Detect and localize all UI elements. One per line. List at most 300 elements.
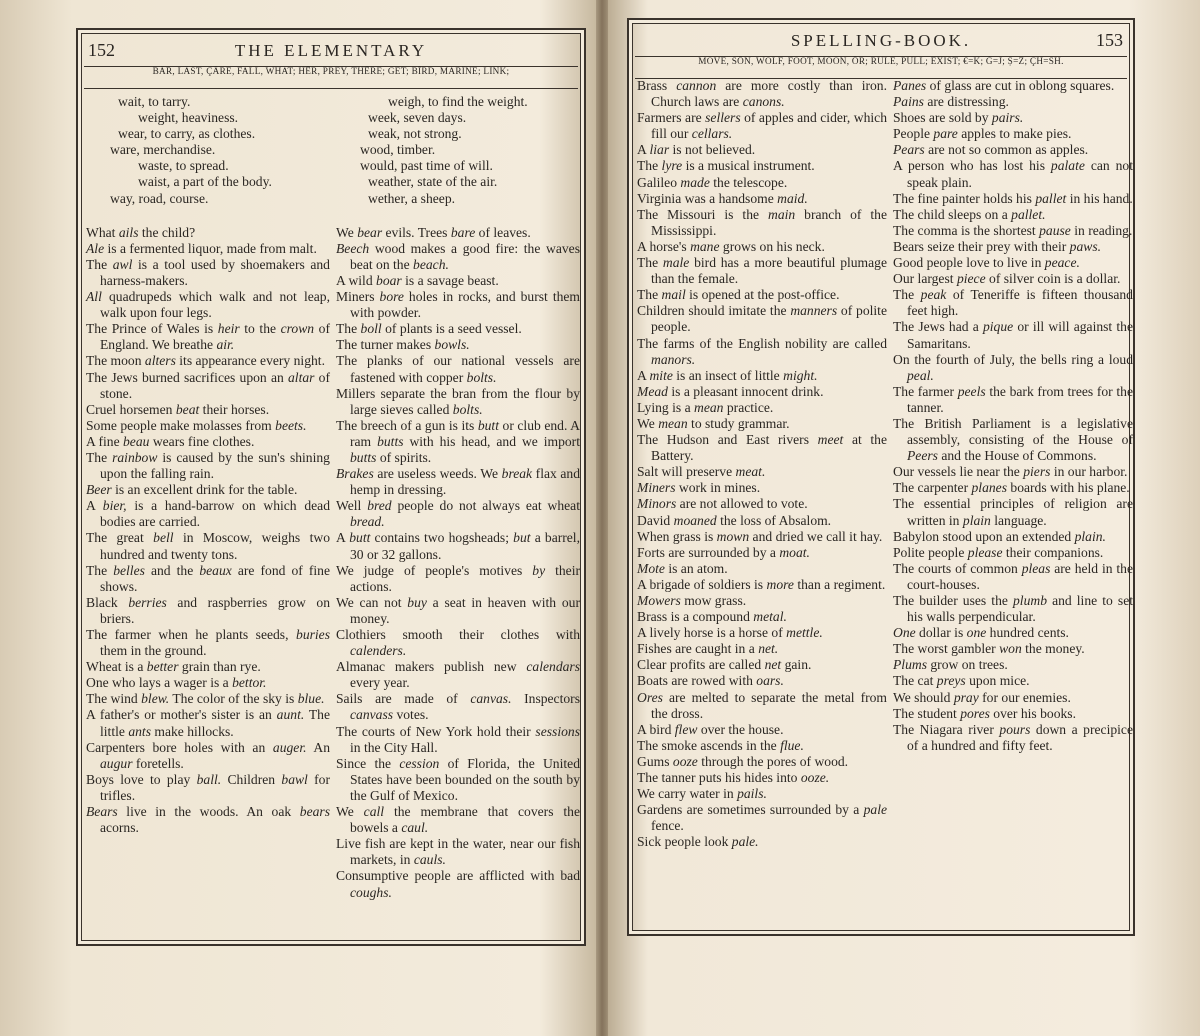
sentence-text: Well xyxy=(336,498,368,514)
sentence-text: Brass is a compound xyxy=(637,609,754,625)
homonym-word: beaux xyxy=(199,562,232,578)
homonym-word: more xyxy=(766,576,794,592)
example-sentence xyxy=(637,336,887,368)
sentence-text: Our largest xyxy=(893,271,957,287)
sentence-text: language. xyxy=(990,512,1047,528)
example-sentence xyxy=(637,593,887,609)
sentence-text: Babylon stood upon an extended xyxy=(893,528,1075,544)
homonym-word: please xyxy=(967,544,1003,560)
sentence-text: A xyxy=(637,142,650,158)
sentence-text: The Prince of Wales is xyxy=(86,321,218,337)
homonym-word: liar xyxy=(649,142,670,158)
example-sentence xyxy=(637,78,887,110)
example-sentence xyxy=(637,158,887,174)
example-sentence xyxy=(637,545,887,561)
homonym-word: cauls. xyxy=(413,852,446,868)
homonym-word: Bears xyxy=(86,804,118,820)
homonym-word: berries xyxy=(128,594,167,610)
example-sentence xyxy=(86,595,330,627)
sentence-text: over his books. xyxy=(989,705,1076,721)
sentence-text: The xyxy=(86,562,114,578)
sentence-text: Forts are surrounded by a xyxy=(637,544,780,560)
sentence-text: are useless weeds. We xyxy=(373,466,502,482)
sentence-text: is caused by the sun's shining upon the falling rain. xyxy=(100,449,330,482)
homonym-word: meet xyxy=(817,432,844,448)
left-page xyxy=(76,28,586,946)
example-sentence xyxy=(637,657,887,673)
sentence-text: The courts of common xyxy=(893,560,1022,576)
sentence-text: in our harbor. xyxy=(1050,464,1128,480)
homonym-word: bears xyxy=(299,804,330,820)
sentence-text: The turner makes xyxy=(336,337,435,353)
example-sentence xyxy=(336,756,580,804)
homonym-word: won xyxy=(999,641,1022,657)
sentence-text: of Florida, the United States have been bounded on the south by the Gulf of Mexico. xyxy=(350,755,580,803)
sentence-text: Carpenters bore holes with an xyxy=(86,739,273,755)
sentence-text: Millers separate the bran from the flour by large sieves called xyxy=(336,385,580,417)
sentence-text: Cruel horsemen xyxy=(86,401,176,417)
sentence-text: Inspectors xyxy=(511,691,580,707)
homonym-word: moaned xyxy=(673,512,717,528)
example-sentence xyxy=(893,545,1133,561)
homonym-word: pairs. xyxy=(991,110,1024,126)
example-sentence xyxy=(86,627,330,659)
homonym-word: plain. xyxy=(1074,528,1106,544)
example-sentence xyxy=(893,529,1133,545)
sentence-text: The essential principles of religion are written in xyxy=(893,496,1133,528)
sentence-text: We should xyxy=(893,689,954,705)
example-sentence xyxy=(86,289,330,321)
word-definition: weak, not strong. xyxy=(368,126,462,142)
book-gutter xyxy=(596,0,608,1036)
homonym-word: male xyxy=(662,255,690,271)
homonym-word: mail xyxy=(661,287,686,303)
example-sentence xyxy=(86,450,330,482)
homonym-word: butt xyxy=(477,417,499,433)
sentence-text: The student xyxy=(893,705,961,721)
homonym-word: blue. xyxy=(297,691,325,707)
sentence-text: and the xyxy=(144,562,200,578)
sentence-text: The smoke ascends in the xyxy=(637,737,781,753)
sentence-text: An xyxy=(306,739,330,755)
sentence-text: Sick people look xyxy=(637,834,732,850)
example-sentence xyxy=(893,255,1133,271)
sentence-text: We carry water in xyxy=(637,786,738,802)
example-sentence xyxy=(637,690,887,722)
example-sentence xyxy=(637,207,887,239)
example-sentence xyxy=(637,577,887,593)
sentence-text: them in the ground. xyxy=(100,643,207,659)
homonym-word: pause xyxy=(1039,222,1071,238)
sentence-text: evils. Trees xyxy=(382,224,451,240)
homonym-word: net xyxy=(764,657,782,673)
example-sentence xyxy=(86,353,330,369)
sentence-text: We xyxy=(336,224,358,240)
example-sentence xyxy=(637,673,887,689)
page-header xyxy=(86,36,576,66)
example-sentence xyxy=(637,255,887,287)
sentence-text: People xyxy=(893,126,934,142)
homonym-word: Beer xyxy=(86,482,112,498)
sentence-text: is not believed. xyxy=(669,142,756,158)
sentence-text: apples to make pies. xyxy=(957,126,1072,142)
sentence-text: of apples and cider, which fill our xyxy=(651,110,887,142)
sentence-text: fence. xyxy=(651,818,684,834)
homonym-word: blew. xyxy=(141,691,170,707)
sentence-text: through the pores of wood. xyxy=(697,753,849,769)
sentence-list xyxy=(336,225,580,901)
homonym-word: bare xyxy=(450,224,476,240)
sentence-text: the loss of Absalom. xyxy=(716,512,832,528)
sentence-text: people do not always eat wheat xyxy=(391,498,580,514)
sentence-text: The wind xyxy=(86,691,142,707)
example-sentence xyxy=(637,368,887,384)
homonym-word: mown xyxy=(716,528,750,544)
sentence-text: to the xyxy=(239,321,281,337)
homonym-word: pallet. xyxy=(1011,206,1046,222)
sentence-text: Brass xyxy=(637,78,677,93)
sentence-text: The xyxy=(893,287,921,303)
page-number: 152 xyxy=(88,40,115,60)
sentence-text: The Niagara river xyxy=(893,721,1000,737)
sentence-text: A father's or mother's sister is an xyxy=(86,707,277,723)
sentence-text: David xyxy=(637,512,674,528)
homonym-word: break xyxy=(501,466,533,482)
example-sentence xyxy=(893,287,1133,319)
homonym-word: might. xyxy=(783,367,818,383)
sentence-text: are not allowed to vote. xyxy=(676,496,808,512)
homonym-word: net. xyxy=(758,641,779,657)
example-sentence xyxy=(637,416,887,432)
sentence-text: live in the woods. An oak xyxy=(117,804,300,820)
sentence-text: the child? xyxy=(138,224,196,240)
sentence-text: are melted to separate the metal from the dross. xyxy=(651,689,887,721)
example-sentence xyxy=(336,466,580,498)
sentence-text: Sails are made of xyxy=(336,691,471,707)
homonym-word: lyre xyxy=(661,158,683,174)
example-sentence xyxy=(86,482,330,498)
sentence-text: is a hand-barrow on which dead bodies are carried. xyxy=(100,498,330,530)
homonym-word: altar xyxy=(288,369,315,385)
example-sentence xyxy=(336,627,580,659)
sentence-text: practice. xyxy=(723,399,774,415)
sentence-text: Virginia was a handsome xyxy=(637,190,778,206)
homonym-word: bowls. xyxy=(434,337,470,353)
sentence-text: work in mines. xyxy=(675,480,761,496)
sentence-text: are distressing. xyxy=(923,94,1009,110)
homonym-word: bawl xyxy=(281,771,308,787)
sentence-text: are fond of fine shows. xyxy=(100,562,330,594)
homonym-word: meat. xyxy=(735,464,766,480)
example-sentence xyxy=(637,175,887,191)
homonym-word: pare xyxy=(933,126,958,142)
homonym-word: Ores xyxy=(637,689,663,705)
example-sentence xyxy=(893,110,1133,126)
example-sentence xyxy=(893,641,1133,657)
homonym-word: oars. xyxy=(756,673,784,689)
example-sentence xyxy=(893,384,1133,416)
sentence-text: The xyxy=(637,158,662,174)
example-sentence xyxy=(336,273,580,289)
example-sentence xyxy=(637,496,887,512)
example-sentence xyxy=(637,770,887,786)
sentence-text: bird has a more beautiful plumage than the female. xyxy=(651,255,887,287)
sentence-text: hundred cents. xyxy=(986,625,1069,641)
homonym-word: auger. xyxy=(272,739,307,755)
homonym-word: bear xyxy=(357,224,383,240)
word-definition: wear, to carry, as clothes. xyxy=(118,126,256,142)
example-sentence xyxy=(893,319,1133,351)
example-sentence xyxy=(86,321,330,353)
sentence-text: Gums xyxy=(637,753,673,769)
sentence-text: A lively horse is a horse of xyxy=(637,625,787,641)
homonym-word: planes xyxy=(971,480,1007,496)
sentence-text: The carpenter xyxy=(893,480,972,496)
example-sentence xyxy=(893,706,1133,722)
running-title: SPELLING-BOOK. xyxy=(790,31,972,50)
word-list xyxy=(336,94,580,207)
example-sentence xyxy=(336,724,580,756)
example-sentence xyxy=(336,868,580,900)
sentence-text: can not speak plain. xyxy=(907,158,1133,190)
homonym-word: plain xyxy=(962,512,991,528)
homonym-word: flew xyxy=(674,721,698,737)
homonym-word: bred xyxy=(367,498,392,514)
homonym-word: mean xyxy=(694,399,724,415)
example-sentence xyxy=(86,563,330,595)
sentence-text: down a precipice of a hundred and fifty feet. xyxy=(907,721,1133,753)
sentence-text: of spirits. xyxy=(376,449,432,465)
example-sentence xyxy=(86,257,330,289)
example-sentence xyxy=(336,353,580,385)
word-definition: wood, timber. xyxy=(360,142,436,158)
sentence-text: foretells. xyxy=(132,755,184,771)
homonym-word: pale xyxy=(863,802,887,818)
example-sentence xyxy=(336,691,580,723)
homonym-word: One xyxy=(893,625,916,641)
sentence-text: Clear profits are called xyxy=(637,657,765,673)
example-sentence xyxy=(637,513,887,529)
sentence-text: dollar is xyxy=(915,625,967,641)
homonym-word: butts xyxy=(350,449,377,465)
sentence-text: flax and hemp in dressing. xyxy=(350,466,581,498)
sentence-text: in reading. xyxy=(1070,222,1133,238)
example-sentence xyxy=(637,625,887,641)
sentence-text: The cat xyxy=(893,673,937,689)
homonym-word: canvass xyxy=(350,707,394,723)
example-sentence xyxy=(336,321,580,337)
example-sentence xyxy=(893,191,1133,207)
homonym-word: moat. xyxy=(779,544,810,560)
homonym-word: belles xyxy=(113,562,145,578)
sentence-text: The xyxy=(336,321,361,337)
homonym-word: Mote xyxy=(637,560,665,576)
homonym-word: Pears xyxy=(893,142,925,158)
example-sentence xyxy=(86,804,330,836)
sentence-text: Children should imitate the xyxy=(637,303,791,319)
sentence-text: Black xyxy=(86,594,129,610)
example-sentence xyxy=(893,480,1133,496)
homonym-word: butt xyxy=(349,530,371,546)
example-sentence xyxy=(86,659,330,675)
example-sentence xyxy=(893,223,1133,239)
example-sentence xyxy=(637,754,887,770)
example-sentence xyxy=(86,691,330,707)
example-sentence xyxy=(637,303,887,335)
example-sentence xyxy=(336,289,580,321)
sentence-text: The Jews had a xyxy=(893,319,983,335)
sentence-text: The farmer when he plants seeds, xyxy=(86,627,297,642)
homonym-word: Peers xyxy=(907,448,938,464)
sentence-text: are more costly than iron. Church laws are xyxy=(651,78,887,110)
homonym-word: manors. xyxy=(651,351,696,367)
homonym-word: preys xyxy=(936,673,966,689)
sentence-text: What xyxy=(86,224,119,240)
homonym-word: pique xyxy=(982,319,1014,335)
sentence-text: A wild xyxy=(336,272,377,288)
sentence-text: in the City Hall. xyxy=(350,739,438,755)
example-sentence xyxy=(336,241,580,273)
sentence-text: The Jews burned sacrifices upon an xyxy=(86,369,288,385)
homonym-word: bolts. xyxy=(466,369,497,385)
sentence-text: contains two hogsheads; xyxy=(370,530,514,546)
sentence-text: of leaves. xyxy=(475,224,531,240)
sentence-text: the money. xyxy=(1021,641,1085,657)
word-definition: way, road, course. xyxy=(110,190,209,206)
sentence-text: at the Battery. xyxy=(651,432,887,464)
sentence-text: Salt will preserve xyxy=(637,464,736,480)
pronunciation-key: MOVE, SÔN, WOLF, FOOT, MOON, ÔR; RULE, PULL; EXIST; €=K; Ġ=J; Ṣ=Z; ÇH=SH. xyxy=(698,56,1064,66)
example-sentence xyxy=(893,142,1133,158)
example-sentence xyxy=(336,386,580,418)
sentence-text: of stone. xyxy=(100,369,330,401)
sentence-text: their companions. xyxy=(1002,544,1104,560)
running-title: THE ELEMENTARY xyxy=(234,41,428,60)
sentence-text: One who lays a wager is a xyxy=(86,675,233,691)
sentence-text: make hillocks. xyxy=(151,723,234,739)
example-sentence xyxy=(893,352,1133,384)
sentence-text: Miners xyxy=(336,289,380,305)
homonym-word: mettle. xyxy=(786,625,823,641)
example-sentence xyxy=(86,241,330,257)
sentence-text: is a musical instrument. xyxy=(682,158,815,174)
sentence-text: The worst gambler xyxy=(893,641,1000,657)
sentence-text: is an excellent drink for the table. xyxy=(111,482,298,498)
sentence-text: grain than rye. xyxy=(178,659,261,675)
example-sentence xyxy=(893,625,1133,641)
sentence-text: The builder uses the xyxy=(893,593,1013,608)
sentence-text: a barrel, 30 or 32 gallons. xyxy=(350,530,580,562)
sentence-text: Fishes are caught in a xyxy=(637,641,759,657)
homonym-word: pleas xyxy=(1021,560,1051,576)
sentence-text: of glass are cut in oblong squares. xyxy=(926,78,1115,93)
example-sentence xyxy=(336,337,580,353)
homonym-word: bore xyxy=(379,289,404,305)
sentence-text: is a tool used by shoemakers and harness-makers. xyxy=(100,256,330,288)
example-sentence xyxy=(893,593,1133,625)
homonym-word: awl xyxy=(112,256,133,272)
homonym-word: Beech xyxy=(336,240,370,256)
sentence-text: The xyxy=(637,255,663,271)
example-sentence xyxy=(637,609,887,625)
example-sentence xyxy=(86,772,330,804)
example-sentence xyxy=(893,78,1133,94)
homonym-word: buy xyxy=(407,594,427,610)
example-sentence xyxy=(893,496,1133,528)
example-sentence xyxy=(637,142,887,158)
sentence-text: A bird xyxy=(637,721,675,737)
sentence-text: A xyxy=(637,367,650,383)
sentence-text: and line to set his walls perpendicular. xyxy=(907,593,1133,625)
right-column-b xyxy=(893,78,1133,754)
example-sentence xyxy=(893,561,1133,593)
sentence-text: Bears seize their prey with their xyxy=(893,238,1070,254)
homonym-word: heir xyxy=(217,321,240,337)
word-definition: waste, to spread. xyxy=(138,158,229,174)
homonym-word: boll xyxy=(360,321,382,337)
sentence-text: The courts of New York hold their xyxy=(336,723,536,739)
example-sentence xyxy=(86,707,330,739)
homonym-word: one xyxy=(966,625,987,641)
example-sentence xyxy=(893,271,1133,287)
homonym-word: bread. xyxy=(350,514,385,530)
homonym-word: peak xyxy=(920,287,947,303)
sentence-text: A xyxy=(86,498,103,514)
example-sentence xyxy=(336,225,580,241)
example-sentence xyxy=(86,740,330,772)
sentence-text: Boats are rowed with xyxy=(637,673,757,689)
homonym-word: bier, xyxy=(102,498,127,514)
homonym-word: by xyxy=(532,562,546,578)
pronunciation-key: BÄR, LÄST, ÇÂRE, FALL, WHAT; HÊR, PREY, THÊRE; GET; BÎRD, MARÏNE; LINK; xyxy=(152,66,510,76)
homonym-word: but xyxy=(513,530,531,546)
left-column-b xyxy=(336,94,580,901)
homonym-word: bell xyxy=(153,530,174,546)
homonym-word: cellars. xyxy=(691,126,733,142)
sentence-text: Children xyxy=(221,771,282,787)
right-column-a xyxy=(637,78,887,851)
homonym-word: coughs. xyxy=(350,884,392,900)
sentence-text: than a regiment. xyxy=(793,576,886,592)
example-sentence xyxy=(86,370,330,402)
sentence-text: of plants is a seed vessel. xyxy=(381,321,522,337)
sentence-text: We xyxy=(336,804,364,820)
homonym-word: boar xyxy=(376,272,402,288)
sentence-text: The fine painter holds his xyxy=(893,190,1036,206)
sentence-text: Lying is a xyxy=(637,399,695,415)
example-sentence xyxy=(336,418,580,466)
homonym-word: beets. xyxy=(275,417,307,433)
homonym-word: ball. xyxy=(196,771,222,787)
sentence-text: boards with his plane. xyxy=(1007,480,1130,496)
sentence-text: votes. xyxy=(393,707,429,723)
example-sentence xyxy=(637,561,887,577)
sentence-text: to study grammar. xyxy=(687,415,790,431)
example-sentence xyxy=(86,675,330,691)
homonym-word: canvas. xyxy=(470,691,512,707)
sentence-text: a seat in heaven with our money. xyxy=(350,594,580,626)
homonym-word: plumb xyxy=(1013,593,1047,608)
homonym-word: manners xyxy=(790,303,838,319)
homonym-word: piece xyxy=(956,271,986,287)
sentence-text: branch of the Mississippi. xyxy=(651,206,887,238)
example-sentence xyxy=(893,722,1133,754)
example-sentence xyxy=(893,126,1133,142)
homonym-word: beau xyxy=(123,433,150,449)
sentence-text: wood makes a good fire: the waves beat on the xyxy=(350,240,580,272)
sentence-text: The great xyxy=(86,530,154,546)
sentence-text: and raspberries grow on briers. xyxy=(100,594,330,626)
